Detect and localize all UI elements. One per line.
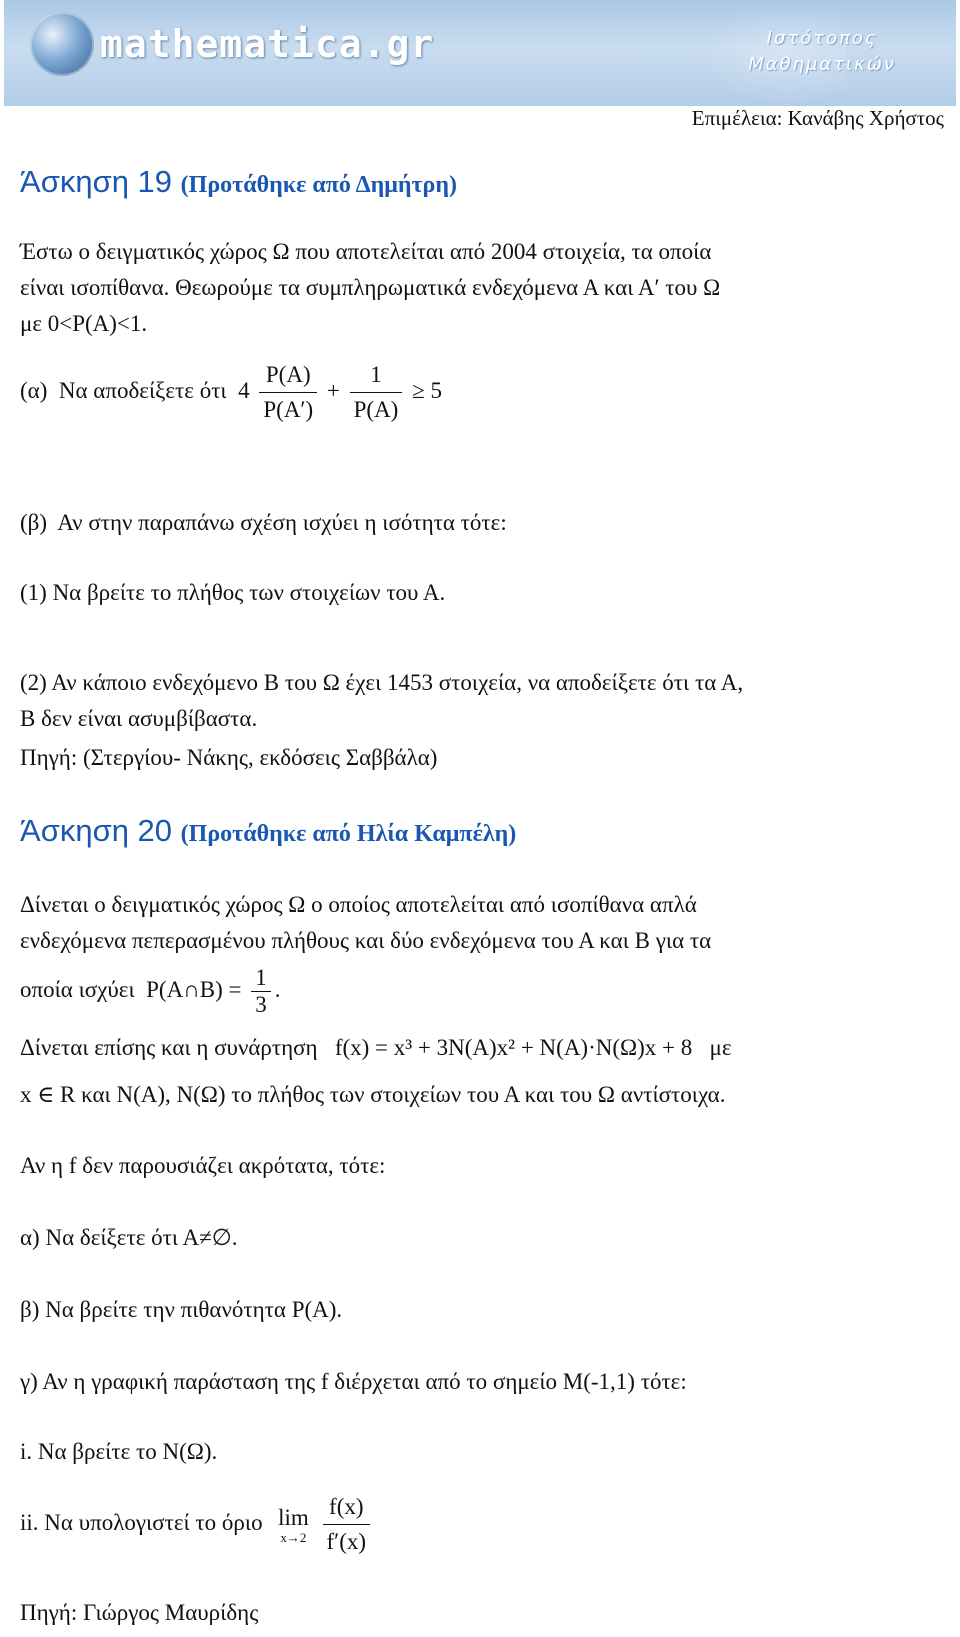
ex19-b2-line1: (2) Αν κάποιο ενδεχόμενο Β του Ω έχει 1453 στοιχεία, να αποδείξετε ότι τα Α, xyxy=(20,670,744,695)
limit-operator xyxy=(278,1505,309,1545)
part-a-coefficient: 4 xyxy=(238,378,250,403)
editor-credit: Επιμέλεια: Κανάβης Χρήστος xyxy=(691,106,944,130)
plus-sign: + xyxy=(326,378,340,403)
ex20-line2: ενδεχόμενα πεπερασμένου πλήθους και δύο ενδεχόμενα του Α και Β για τα xyxy=(20,928,712,953)
limit-fraction xyxy=(323,1490,371,1559)
site-subtitle xyxy=(748,26,896,78)
ex20-question-b: β) Να βρείτε την πιθανότητα P(A). xyxy=(20,1297,343,1322)
function-definition: f(x) = x³ + 3N(A)x² + N(A)·N(Ω)x + 8 xyxy=(334,1035,693,1060)
line3-text: οποία ισχύει xyxy=(20,977,135,1002)
ex20-line4 xyxy=(20,1030,732,1066)
exercise-19-proposer: (Προτάθηκε από Δημήτρη) xyxy=(180,172,458,198)
limit-word: lim xyxy=(278,1504,309,1530)
ex19-part-a xyxy=(20,356,442,427)
ex20-source: Πηγή: Γιώργος Μαυρίδης xyxy=(20,1600,259,1625)
exercise-20-title: Άσκηση 20 xyxy=(20,813,173,848)
site-subtitle-line1: Ιστότοπος xyxy=(766,28,878,49)
part-a-fraction-1 xyxy=(259,358,317,427)
part-a-label: (α) xyxy=(20,378,48,403)
exercise-20-proposer: (Προτάθηκε από Ηλία Καμπέλη) xyxy=(180,821,517,847)
ex19-intro-line3: με 0<P(A)<1. xyxy=(20,311,148,336)
limit-subscript: x→2 xyxy=(280,1529,307,1545)
ex20-question-c: γ) Αν η γραφική παράσταση της f διέρχεται από το σημείο Μ(-1,1) τότε: xyxy=(20,1369,687,1394)
ex20-condition: Αν η f δεν παρουσιάζει ακρότατα, τότε: xyxy=(20,1153,386,1178)
ex20-line1: Δίνεται ο δειγματικός χώρος Ω ο οποίος αποτελείται από ισοπίθανα απλά xyxy=(20,892,697,917)
fraction-2-denominator: P(A) xyxy=(353,397,399,423)
site-subtitle-line2: Μαθηματικών xyxy=(748,54,896,75)
logo-globe-icon xyxy=(30,12,94,76)
ex20-question-i: i. Να βρείτε το N(Ω). xyxy=(20,1439,218,1464)
ex20-question-a: α) Να δείξετε ότι Α≠∅. xyxy=(20,1225,238,1250)
ex19-source: Πηγή: (Στεργίου- Νάκης, εκδόσεις Σαββάλα) xyxy=(20,745,438,770)
ex20-line3 xyxy=(20,960,281,1020)
part-a-text: Να αποδείξετε ότι xyxy=(58,378,227,403)
fraction-1-denominator: P(A′) xyxy=(263,397,314,423)
inequality-rhs: ≥ 5 xyxy=(412,378,442,403)
line4-text: Δίνεται επίσης και η συνάρτηση xyxy=(20,1035,318,1060)
ex19-part-b xyxy=(20,505,507,541)
limit-denominator: f′(x) xyxy=(326,1529,367,1555)
part-b-label: (β) xyxy=(20,510,48,535)
fraction-2-numerator: 1 xyxy=(350,358,403,393)
limit-numerator: f(x) xyxy=(323,1490,371,1525)
site-banner xyxy=(4,0,956,106)
exercise-19-heading xyxy=(20,164,457,200)
line3-fraction-denominator: 3 xyxy=(255,992,267,1018)
site-logo-text: mathematica.gr xyxy=(100,22,435,66)
line3-fraction xyxy=(251,965,271,1018)
line4-end: με xyxy=(709,1035,732,1060)
ex19-b1: (1) Να βρείτε το πλήθος των στοιχείων του Α. xyxy=(20,580,446,605)
fraction-1-numerator: P(A) xyxy=(259,358,317,393)
ex19-b2-line2: Β δεν είναι ασυμβίβαστα. xyxy=(20,706,258,731)
ex19-intro-line2: είναι ισοπίθανα. Θεωρούμε τα συμπληρωματικά ενδεχόμενα Α και Α′ του Ω xyxy=(20,275,721,300)
line3-fraction-numerator: 1 xyxy=(251,965,271,992)
part-a-fraction-2 xyxy=(350,358,403,427)
part-b-text: Αν στην παραπάνω σχέση ισχύει η ισότητα τότε: xyxy=(57,510,507,535)
ex20-line5: x ∈ R και N(A), N(Ω) το πλήθος των στοιχείων του Α και του Ω αντίστοιχα. xyxy=(20,1082,726,1107)
ex19-intro-line1: Έστω ο δειγματικός χώρος Ω που αποτελείται από 2004 στοιχεία, τα οποία xyxy=(20,239,712,264)
question-ii-text: ii. Να υπολογιστεί το όριο xyxy=(20,1510,263,1535)
exercise-20-heading xyxy=(20,813,516,849)
line3-period: . xyxy=(274,977,281,1002)
exercise-19-title: Άσκηση 19 xyxy=(20,164,173,199)
ex20-question-ii xyxy=(20,1488,374,1559)
line3-probability: P(A∩B) = xyxy=(146,977,242,1002)
